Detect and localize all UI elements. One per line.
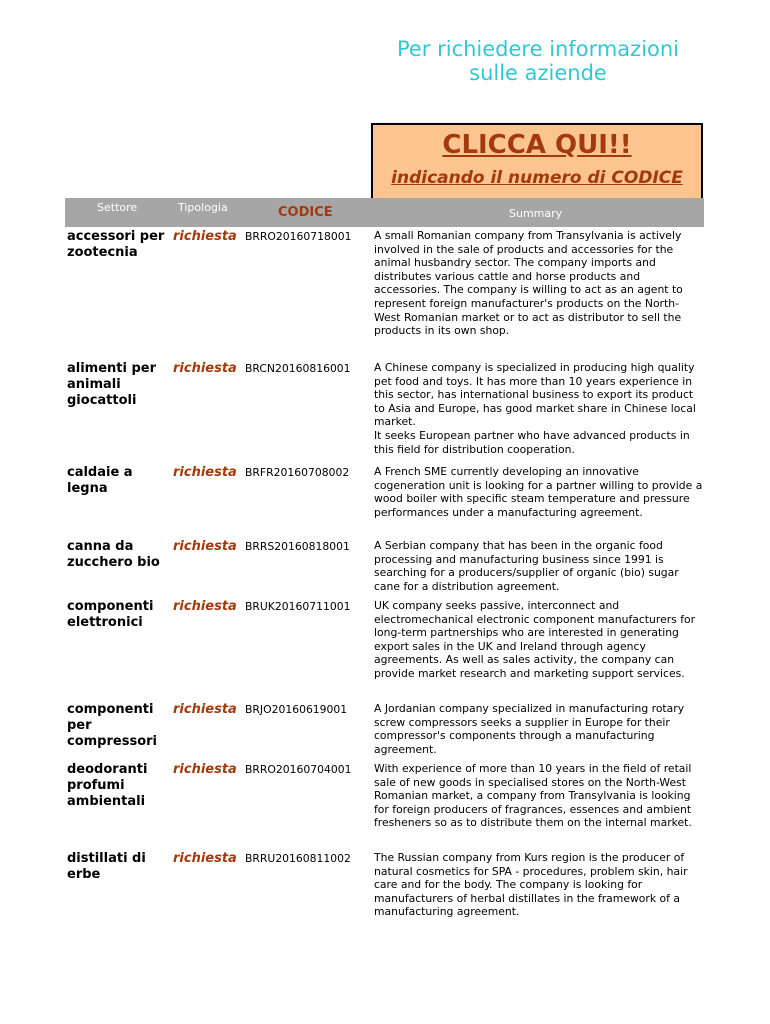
row-tipologia: richiesta <box>173 539 237 554</box>
row-codice: BRCN20160816001 <box>245 362 351 375</box>
row-tipologia: richiesta <box>173 361 237 376</box>
row-codice: BRUK20160711001 <box>245 600 351 613</box>
row-summary: A small Romanian company from Transylvania is actively involved in the sale of products and accessories for the animal husbandry sector. The company imports and distributes various cattle and horse products and accessories. The company is willing to act as an agent to represent foreign manufacturer's products on the North-West Romanian market or to act as distributor to sell the products in its own shop. <box>374 229 683 338</box>
row-summary: The Russian company from Kurs region is the producer of natural cosmetics for SPA - procedures, problem skin, hair care and for the body. The company is looking for manufacturers of herbal distillates in the framework of a manufacturing agreement. <box>374 851 688 919</box>
row-codice: BRFR20160708002 <box>245 466 350 479</box>
row-summary: A French SME currently developing an innovative cogeneration unit is looking for a partner willing to provide a wood boiler with specific steam temperature and pressure performances under a manufacturing agreement. <box>374 465 703 519</box>
table-header <box>65 198 704 227</box>
column-header-settore: Settore <box>97 201 138 214</box>
row-settore: accessori per zootecnia <box>67 229 165 260</box>
contact-cta-button[interactable] <box>371 123 703 203</box>
row-tipologia: richiesta <box>173 762 237 777</box>
row-settore: componenti elettronici <box>67 599 154 630</box>
row-settore: componenti per compressori <box>67 702 157 749</box>
row-codice: BRRS20160818001 <box>245 540 350 553</box>
row-summary: A Chinese company is specialized in producing high quality pet food and toys. It has more than 10 years experience in this sector, has international business to export its product to Asia and Europe, has good market share in Chinese local market. It seeks European partner who have advanced products in this field for distribution cooperation. <box>374 361 696 456</box>
row-settore: alimenti per animali giocattoli <box>67 361 157 408</box>
row-settore: distillati di erbe <box>67 851 146 882</box>
row-summary: With experience of more than 10 years in the field of retail sale of new goods in specialised stores on the North-West Romanian market, a company from Transylvania is looking for foreign producers of fragrances, essences and ambient fresheners so as to distribute them on the internal market. <box>374 762 692 830</box>
cta-sub-label[interactable]: indicando il numero di CODICE <box>391 168 683 188</box>
row-codice: BRJO20160619001 <box>245 703 348 716</box>
column-header-codice: CODICE <box>278 205 333 220</box>
cta-main-label[interactable]: CLICCA QUI!! <box>442 130 632 160</box>
row-summary: A Jordanian company specialized in manufacturing rotary screw compressors seeks a supplier in Europe for their compressor's components through a manufacturing agreement. <box>374 702 685 756</box>
row-settore: canna da zucchero bio <box>67 539 160 570</box>
row-codice: BRRU20160811002 <box>245 852 351 865</box>
row-settore: deodoranti profumi ambientali <box>67 762 148 809</box>
row-summary: UK company seeks passive, interconnect and electromechanical electronic component manufacturers for long-term partnerships who are interested in generating export sales in the UK and Ireland through agency agreements. As well as sales activity, the company can provide market research and marketing support services. <box>374 599 696 680</box>
row-summary: A Serbian company that has been in the organic food processing and manufacturing business since 1991 is searching for a producers/supplier of organic (bio) sugar cane for a distribution agreement. <box>374 539 679 593</box>
row-tipologia: richiesta <box>173 702 237 717</box>
column-header-summary: Summary <box>509 207 563 220</box>
row-codice: BRRO20160704001 <box>245 763 352 776</box>
row-tipologia: richiesta <box>173 229 237 244</box>
page-title <box>372 40 704 120</box>
page-title-text: Per richiedere informazioni sulle aziende <box>396 40 680 85</box>
column-header-tipologia: Tipologia <box>178 201 228 214</box>
row-settore: caldaie a legna <box>67 465 133 496</box>
row-tipologia: richiesta <box>173 599 237 614</box>
row-tipologia: richiesta <box>173 465 237 480</box>
row-tipologia: richiesta <box>173 851 237 866</box>
row-codice: BRRO20160718001 <box>245 230 352 243</box>
